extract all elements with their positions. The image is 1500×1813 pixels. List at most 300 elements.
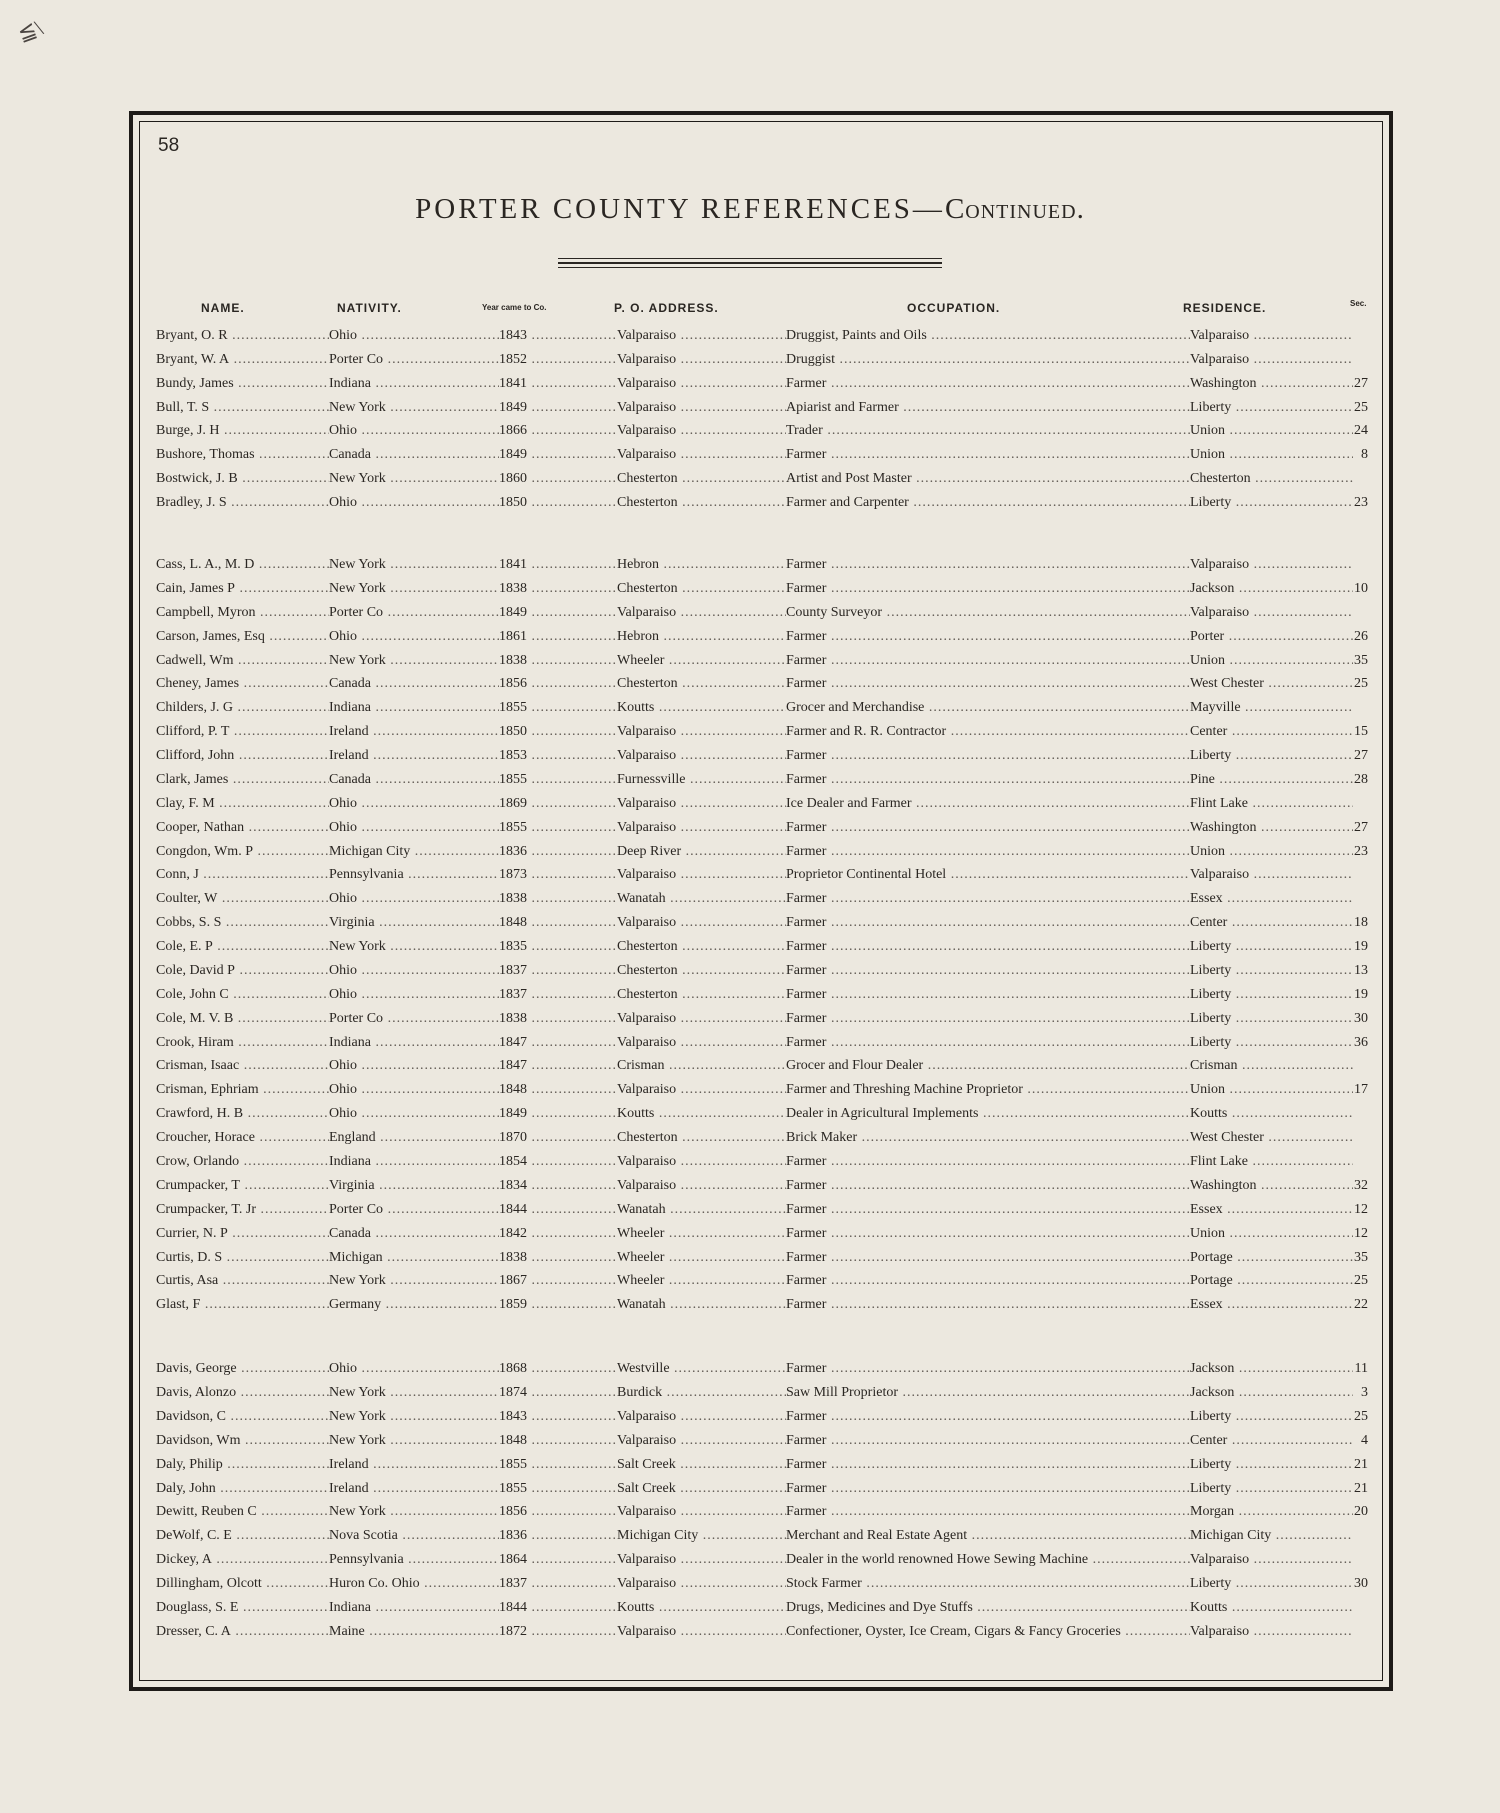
- cell-name: Cole, David P .....: [156, 961, 329, 981]
- cell-name: Crumpacker, T .....: [156, 1176, 329, 1196]
- cell-nativity: Ohio .....: [329, 961, 499, 981]
- cell-year: 1838 .....: [499, 889, 617, 909]
- table-row: [0, 674, 1500, 696]
- page-title-continued: Continued.: [944, 193, 1085, 225]
- cell-occupation: Saw Mill Proprietor .....: [786, 1383, 1190, 1403]
- cell-nativity: Canada .....: [329, 674, 499, 694]
- cell-year: 1847 .....: [499, 1033, 617, 1053]
- cell-residence: Flint Lake .....: [1190, 1152, 1353, 1172]
- table-row: [0, 1104, 1500, 1126]
- cell-sec: 35: [1354, 652, 1368, 668]
- cell-residence: Center .....: [1190, 722, 1353, 742]
- cell-nativity: Ohio .....: [329, 985, 499, 1005]
- cell-year: 1843 .....: [499, 1407, 617, 1427]
- cell-occupation: Farmer .....: [786, 1479, 1190, 1499]
- cell-name: Congdon, Wm. P .....: [156, 842, 329, 862]
- cell-sec: [1353, 1128, 1368, 1148]
- cell-year: 1843 .....: [499, 326, 617, 346]
- cell-nativity: Porter Co .....: [329, 603, 499, 623]
- cell-po: Valparaiso .....: [617, 818, 786, 838]
- table-row: [0, 1479, 1500, 1501]
- cell-residence: Jackson .....: [1190, 1383, 1353, 1403]
- cell-nativity: Ohio .....: [329, 818, 499, 838]
- page-title-main: PORTER COUNTY REFERENCES—: [415, 193, 945, 225]
- table-row: [0, 889, 1500, 911]
- cell-year: 1861 .....: [499, 627, 617, 647]
- cell-occupation: Farmer .....: [786, 889, 1190, 909]
- cell-po: Michigan City .....: [617, 1526, 786, 1546]
- cell-residence: Chesterton .....: [1190, 469, 1353, 489]
- cell-occupation: Farmer .....: [786, 1033, 1190, 1053]
- cell-year: 1873 .....: [499, 865, 617, 885]
- cell-residence: Valparaiso .....: [1190, 350, 1353, 370]
- cell-sec: 20: [1354, 1504, 1368, 1520]
- cell-name: Cole, M. V. B .....: [156, 1009, 329, 1029]
- cell-residence: Pine .....: [1190, 770, 1353, 790]
- cell-occupation: Farmer .....: [786, 1431, 1190, 1451]
- cell-sec: 13: [1354, 962, 1368, 978]
- cell-sec: [1353, 1622, 1368, 1642]
- table-row: [0, 651, 1500, 673]
- cell-po: Valparaiso .....: [617, 1550, 786, 1570]
- cell-residence: Union .....: [1190, 651, 1353, 671]
- cell-residence: Valparaiso .....: [1190, 326, 1353, 346]
- cell-year: 1838 .....: [499, 579, 617, 599]
- cell-year: 1838 .....: [499, 651, 617, 671]
- cell-residence: Portage .....: [1190, 1271, 1353, 1291]
- cell-year: 1841 .....: [499, 555, 617, 575]
- cell-name: Crawford, H. B .....: [156, 1104, 329, 1124]
- cell-year: 1856 .....: [499, 674, 617, 694]
- cell-nativity: Michigan .....: [329, 1248, 499, 1268]
- cell-residence: Union .....: [1190, 842, 1353, 862]
- header-nativity: NATIVITY.: [337, 301, 402, 315]
- cell-name: Curtis, D. S .....: [156, 1248, 329, 1268]
- cell-sec: 25: [1354, 1408, 1368, 1424]
- cell-occupation: Farmer .....: [786, 1176, 1190, 1196]
- cell-nativity: Ohio .....: [329, 1104, 499, 1124]
- cell-sec: 25: [1354, 399, 1368, 415]
- cell-po: Valparaiso .....: [617, 350, 786, 370]
- cell-sec: 12: [1354, 1225, 1368, 1241]
- cell-residence: Porter .....: [1190, 627, 1353, 647]
- cell-sec: 21: [1354, 1480, 1368, 1496]
- cell-po: Valparaiso .....: [617, 1009, 786, 1029]
- cell-year: 1837 .....: [499, 961, 617, 981]
- cell-year: 1869 .....: [499, 794, 617, 814]
- cell-year: 1856 .....: [499, 1502, 617, 1522]
- cell-sec: [1353, 1056, 1368, 1076]
- cell-residence: Union .....: [1190, 1080, 1353, 1100]
- table-row: [0, 469, 1500, 491]
- table-row: [0, 603, 1500, 625]
- cell-sec: [1353, 794, 1368, 814]
- cell-occupation: Trader .....: [786, 421, 1190, 441]
- cell-residence: Liberty .....: [1190, 1574, 1353, 1594]
- table-row: [0, 326, 1500, 348]
- cell-sec: 30: [1354, 1010, 1368, 1026]
- cell-po: Chesterton .....: [617, 493, 786, 513]
- cell-po: Valparaiso .....: [617, 421, 786, 441]
- table-row: [0, 1176, 1500, 1198]
- cell-name: Crook, Hiram .....: [156, 1033, 329, 1053]
- cell-year: 1837 .....: [499, 1574, 617, 1594]
- cell-nativity: Ohio .....: [329, 1056, 499, 1076]
- cell-occupation: Grocer and Merchandise .....: [786, 698, 1190, 718]
- cell-nativity: Ohio .....: [329, 1359, 499, 1379]
- table-row: [0, 421, 1500, 443]
- cell-year: 1848 .....: [499, 1431, 617, 1451]
- cell-residence: Union .....: [1190, 445, 1353, 465]
- cell-po: Valparaiso .....: [617, 746, 786, 766]
- cell-sec: 10: [1354, 580, 1368, 596]
- cell-sec: 28: [1354, 771, 1368, 787]
- table-row: [0, 913, 1500, 935]
- table-row: [0, 1224, 1500, 1246]
- cell-po: Valparaiso .....: [617, 1502, 786, 1522]
- cell-nativity: Canada .....: [329, 1224, 499, 1244]
- cell-sec: [1353, 865, 1368, 885]
- cell-po: Valparaiso .....: [617, 865, 786, 885]
- cell-residence: Liberty .....: [1190, 985, 1353, 1005]
- cell-po: Koutts .....: [617, 1598, 786, 1618]
- cell-occupation: Farmer and Carpenter .....: [786, 493, 1190, 513]
- cell-residence: Union .....: [1190, 1224, 1353, 1244]
- cell-residence: Jackson .....: [1190, 1359, 1353, 1379]
- cell-year: 1850 .....: [499, 493, 617, 513]
- cell-po: Koutts .....: [617, 698, 786, 718]
- cell-name: Bushore, Thomas .....: [156, 445, 329, 465]
- cell-residence: Valparaiso .....: [1190, 555, 1353, 575]
- cell-occupation: Farmer .....: [786, 842, 1190, 862]
- cell-sec: [1353, 1104, 1368, 1124]
- cell-name: DeWolf, C. E .....: [156, 1526, 329, 1546]
- cell-nativity: New York .....: [329, 651, 499, 671]
- cell-residence: Liberty .....: [1190, 1479, 1353, 1499]
- cell-year: 1848 .....: [499, 1080, 617, 1100]
- cell-name: Curtis, Asa .....: [156, 1271, 329, 1291]
- cell-po: Chesterton .....: [617, 674, 786, 694]
- cell-name: Cooper, Nathan .....: [156, 818, 329, 838]
- cell-year: 1837 .....: [499, 985, 617, 1005]
- cell-po: Valparaiso .....: [617, 913, 786, 933]
- cell-occupation: Farmer .....: [786, 985, 1190, 1005]
- cell-nativity: Virginia .....: [329, 1176, 499, 1196]
- cell-po: Deep River .....: [617, 842, 786, 862]
- cell-name: Davis, Alonzo .....: [156, 1383, 329, 1403]
- cell-occupation: Farmer .....: [786, 1359, 1190, 1379]
- table-row: [0, 985, 1500, 1007]
- table-row: [0, 865, 1500, 887]
- cell-nativity: New York .....: [329, 937, 499, 957]
- cell-occupation: Farmer .....: [786, 1200, 1190, 1220]
- cell-name: Davidson, C .....: [156, 1407, 329, 1427]
- cell-po: Burdick .....: [617, 1383, 786, 1403]
- table-row: [0, 1128, 1500, 1150]
- cell-residence: Koutts .....: [1190, 1598, 1353, 1618]
- table-row: [0, 1455, 1500, 1477]
- cell-nativity: New York .....: [329, 1407, 499, 1427]
- cell-name: Coulter, W .....: [156, 889, 329, 909]
- cell-year: 1847 .....: [499, 1056, 617, 1076]
- cell-po: Valparaiso .....: [617, 374, 786, 394]
- cell-sec: 25: [1354, 1273, 1368, 1289]
- cell-nativity: Ireland .....: [329, 722, 499, 742]
- cell-year: 1855 .....: [499, 1479, 617, 1499]
- cell-occupation: Farmer .....: [786, 1248, 1190, 1268]
- cell-name: Childers, J. G .....: [156, 698, 329, 718]
- cell-occupation: Farmer and Threshing Machine Proprietor .....: [786, 1080, 1190, 1100]
- cell-year: 1853 .....: [499, 746, 617, 766]
- cell-residence: Center .....: [1190, 1431, 1353, 1451]
- cell-sec: [1353, 889, 1368, 909]
- cell-residence: Crisman .....: [1190, 1056, 1353, 1076]
- cell-name: Cain, James P .....: [156, 579, 329, 599]
- cell-name: Bostwick, J. B .....: [156, 469, 329, 489]
- cell-sec: 21: [1354, 1456, 1368, 1472]
- cell-residence: Washington .....: [1190, 1176, 1353, 1196]
- cell-year: 1838 .....: [499, 1248, 617, 1268]
- cell-year: 1844 .....: [499, 1200, 617, 1220]
- cell-po: Chesterton .....: [617, 579, 786, 599]
- cell-po: Chesterton .....: [617, 1128, 786, 1148]
- cell-nativity: Porter Co .....: [329, 1200, 499, 1220]
- cell-residence: Liberty .....: [1190, 937, 1353, 957]
- cell-sec: 26: [1354, 628, 1368, 644]
- cell-nativity: Porter Co .....: [329, 350, 499, 370]
- cell-nativity: Virginia .....: [329, 913, 499, 933]
- cell-nativity: New York .....: [329, 555, 499, 575]
- cell-residence: Liberty .....: [1190, 398, 1353, 418]
- table-row: [0, 961, 1500, 983]
- cell-name: Bradley, J. S .....: [156, 493, 329, 513]
- table-row: [0, 1200, 1500, 1222]
- cell-sec: 4: [1361, 1432, 1368, 1448]
- cell-occupation: Drugs, Medicines and Dye Stuffs .....: [786, 1598, 1190, 1618]
- cell-nativity: Porter Co .....: [329, 1009, 499, 1029]
- cell-nativity: Ohio .....: [329, 794, 499, 814]
- cell-sec: [1353, 350, 1368, 370]
- cell-occupation: Grocer and Flour Dealer .....: [786, 1056, 1190, 1076]
- cell-residence: Koutts .....: [1190, 1104, 1353, 1124]
- cell-nativity: Canada .....: [329, 445, 499, 465]
- table-row: [0, 398, 1500, 420]
- page-title: [0, 193, 1500, 226]
- cell-year: 1849 .....: [499, 603, 617, 623]
- cell-nativity: Nova Scotia .....: [329, 1526, 499, 1546]
- cell-nativity: Ohio .....: [329, 1080, 499, 1100]
- page-number: 58: [158, 135, 180, 156]
- table-row: [0, 770, 1500, 792]
- header-year: Year came to Co.: [482, 303, 547, 312]
- table-row: [0, 698, 1500, 720]
- cell-po: Chesterton .....: [617, 985, 786, 1005]
- cell-nativity: Maine .....: [329, 1622, 499, 1642]
- cell-nativity: Canada .....: [329, 770, 499, 790]
- cell-po: Chesterton .....: [617, 469, 786, 489]
- cell-year: 1836 .....: [499, 1526, 617, 1546]
- cell-residence: Morgan .....: [1190, 1502, 1353, 1522]
- cell-sec: [1353, 698, 1368, 718]
- cell-sec: [1353, 603, 1368, 623]
- cell-name: Glast, F .....: [156, 1295, 329, 1315]
- cell-po: Valparaiso .....: [617, 445, 786, 465]
- cell-po: Salt Creek .....: [617, 1455, 786, 1475]
- cell-year: 1864 .....: [499, 1550, 617, 1570]
- cell-year: 1855 .....: [499, 770, 617, 790]
- cell-occupation: Farmer .....: [786, 937, 1190, 957]
- cell-residence: Center .....: [1190, 913, 1353, 933]
- cell-po: Hebron .....: [617, 627, 786, 647]
- cell-name: Cadwell, Wm .....: [156, 651, 329, 671]
- pencil-annotation: ≦\: [14, 14, 46, 47]
- table-row: [0, 1056, 1500, 1078]
- cell-occupation: Farmer .....: [786, 627, 1190, 647]
- cell-po: Valparaiso .....: [617, 1407, 786, 1427]
- cell-name: Croucher, Horace .....: [156, 1128, 329, 1148]
- title-rule: [558, 258, 942, 268]
- cell-po: Valparaiso .....: [617, 722, 786, 742]
- cell-nativity: Ohio .....: [329, 421, 499, 441]
- table-row: [0, 1598, 1500, 1620]
- cell-occupation: Dealer in Agricultural Implements .....: [786, 1104, 1190, 1124]
- table-row: [0, 350, 1500, 372]
- cell-sec: 35: [1354, 1249, 1368, 1265]
- cell-nativity: Indiana .....: [329, 374, 499, 394]
- table-row: [0, 937, 1500, 959]
- cell-occupation: Farmer .....: [786, 1009, 1190, 1029]
- cell-occupation: Farmer .....: [786, 579, 1190, 599]
- cell-residence: Liberty .....: [1190, 746, 1353, 766]
- cell-occupation: Confectioner, Oyster, Ice Cream, Cigars & Fancy Groceries .....: [786, 1622, 1190, 1642]
- cell-occupation: Farmer .....: [786, 770, 1190, 790]
- cell-year: 1849 .....: [499, 445, 617, 465]
- cell-name: Dresser, C. A .....: [156, 1622, 329, 1642]
- cell-po: Hebron .....: [617, 555, 786, 575]
- cell-po: Wheeler .....: [617, 1224, 786, 1244]
- cell-sec: 24: [1354, 423, 1368, 439]
- cell-po: Valparaiso .....: [617, 398, 786, 418]
- cell-sec: [1353, 1598, 1368, 1618]
- cell-name: Campbell, Myron .....: [156, 603, 329, 623]
- cell-po: Wanatah .....: [617, 1200, 786, 1220]
- cell-occupation: Merchant and Real Estate Agent .....: [786, 1526, 1190, 1546]
- cell-residence: West Chester .....: [1190, 674, 1353, 694]
- cell-occupation: County Surveyor .....: [786, 603, 1190, 623]
- cell-name: Conn, J .....: [156, 865, 329, 885]
- cell-residence: Essex .....: [1190, 1200, 1353, 1220]
- cell-occupation: Apiarist and Farmer .....: [786, 398, 1190, 418]
- cell-occupation: Artist and Post Master .....: [786, 469, 1190, 489]
- cell-name: Cass, L. A., M. D .....: [156, 555, 329, 575]
- cell-sec: [1353, 326, 1368, 346]
- cell-occupation: Farmer .....: [786, 1455, 1190, 1475]
- cell-residence: Valparaiso .....: [1190, 1622, 1353, 1642]
- cell-year: 1835 .....: [499, 937, 617, 957]
- cell-occupation: Druggist, Paints and Oils .....: [786, 326, 1190, 346]
- cell-name: Crow, Orlando .....: [156, 1152, 329, 1172]
- table-row: [0, 794, 1500, 816]
- cell-nativity: England .....: [329, 1128, 499, 1148]
- cell-name: Bryant, O. R .....: [156, 326, 329, 346]
- header-section: Sec.: [1350, 299, 1367, 308]
- cell-name: Carson, James, Esq .....: [156, 627, 329, 647]
- cell-nativity: Huron Co. Ohio .....: [329, 1574, 499, 1594]
- cell-name: Bull, T. S .....: [156, 398, 329, 418]
- cell-year: 1838 .....: [499, 1009, 617, 1029]
- cell-sec: 32: [1354, 1177, 1368, 1193]
- cell-residence: Valparaiso .....: [1190, 865, 1353, 885]
- cell-sec: 23: [1354, 843, 1368, 859]
- cell-residence: Liberty .....: [1190, 1009, 1353, 1029]
- cell-year: 1866 .....: [499, 421, 617, 441]
- cell-occupation: Ice Dealer and Farmer .....: [786, 794, 1190, 814]
- cell-occupation: Farmer .....: [786, 674, 1190, 694]
- cell-po: Chesterton .....: [617, 961, 786, 981]
- cell-nativity: New York .....: [329, 398, 499, 418]
- cell-name: Crumpacker, T. Jr .....: [156, 1200, 329, 1220]
- cell-nativity: New York .....: [329, 1271, 499, 1291]
- cell-occupation: Farmer .....: [786, 555, 1190, 575]
- table-row: [0, 555, 1500, 577]
- cell-sec: 15: [1354, 724, 1368, 740]
- header-occupation: OCCUPATION.: [907, 301, 1001, 315]
- cell-po: Wanatah .....: [617, 889, 786, 909]
- cell-year: 1844 .....: [499, 1598, 617, 1618]
- table-row: [0, 1152, 1500, 1174]
- cell-residence: Essex .....: [1190, 1295, 1353, 1315]
- cell-name: Burge, J. H .....: [156, 421, 329, 441]
- table-row: [0, 627, 1500, 649]
- cell-po: Wheeler .....: [617, 1248, 786, 1268]
- cell-name: Bryant, W. A .....: [156, 350, 329, 370]
- cell-sec: 25: [1354, 676, 1368, 692]
- table-row: [0, 1407, 1500, 1429]
- cell-year: 1852 .....: [499, 350, 617, 370]
- table-row: [0, 1550, 1500, 1572]
- table-row: [0, 445, 1500, 467]
- cell-occupation: Farmer .....: [786, 1271, 1190, 1291]
- cell-occupation: Dealer in the world renowned Howe Sewing Machine .....: [786, 1550, 1190, 1570]
- cell-nativity: New York .....: [329, 579, 499, 599]
- table-row: [0, 1574, 1500, 1596]
- cell-residence: Portage .....: [1190, 1248, 1353, 1268]
- cell-name: Cole, John C .....: [156, 985, 329, 1005]
- cell-po: Valparaiso .....: [617, 603, 786, 623]
- cell-occupation: Farmer .....: [786, 1152, 1190, 1172]
- table-row: [0, 1383, 1500, 1405]
- cell-residence: Union .....: [1190, 421, 1353, 441]
- cell-nativity: Ohio .....: [329, 627, 499, 647]
- cell-year: 1849 .....: [499, 398, 617, 418]
- cell-sec: 3: [1361, 1384, 1368, 1400]
- table-row: [0, 1431, 1500, 1453]
- cell-nativity: Indiana .....: [329, 1152, 499, 1172]
- cell-sec: [1353, 1550, 1368, 1570]
- table-row: [0, 1526, 1500, 1548]
- cell-year: 1848 .....: [499, 913, 617, 933]
- table-row: [0, 746, 1500, 768]
- cell-residence: Michigan City .....: [1190, 1526, 1353, 1546]
- cell-sec: 19: [1354, 986, 1368, 1002]
- cell-po: Koutts .....: [617, 1104, 786, 1124]
- cell-occupation: Druggist .....: [786, 350, 1190, 370]
- cell-name: Douglass, S. E .....: [156, 1598, 329, 1618]
- cell-sec: 22: [1354, 1297, 1368, 1313]
- cell-sec: [1353, 469, 1368, 489]
- cell-name: Clifford, John .....: [156, 746, 329, 766]
- cell-sec: [1353, 1152, 1368, 1172]
